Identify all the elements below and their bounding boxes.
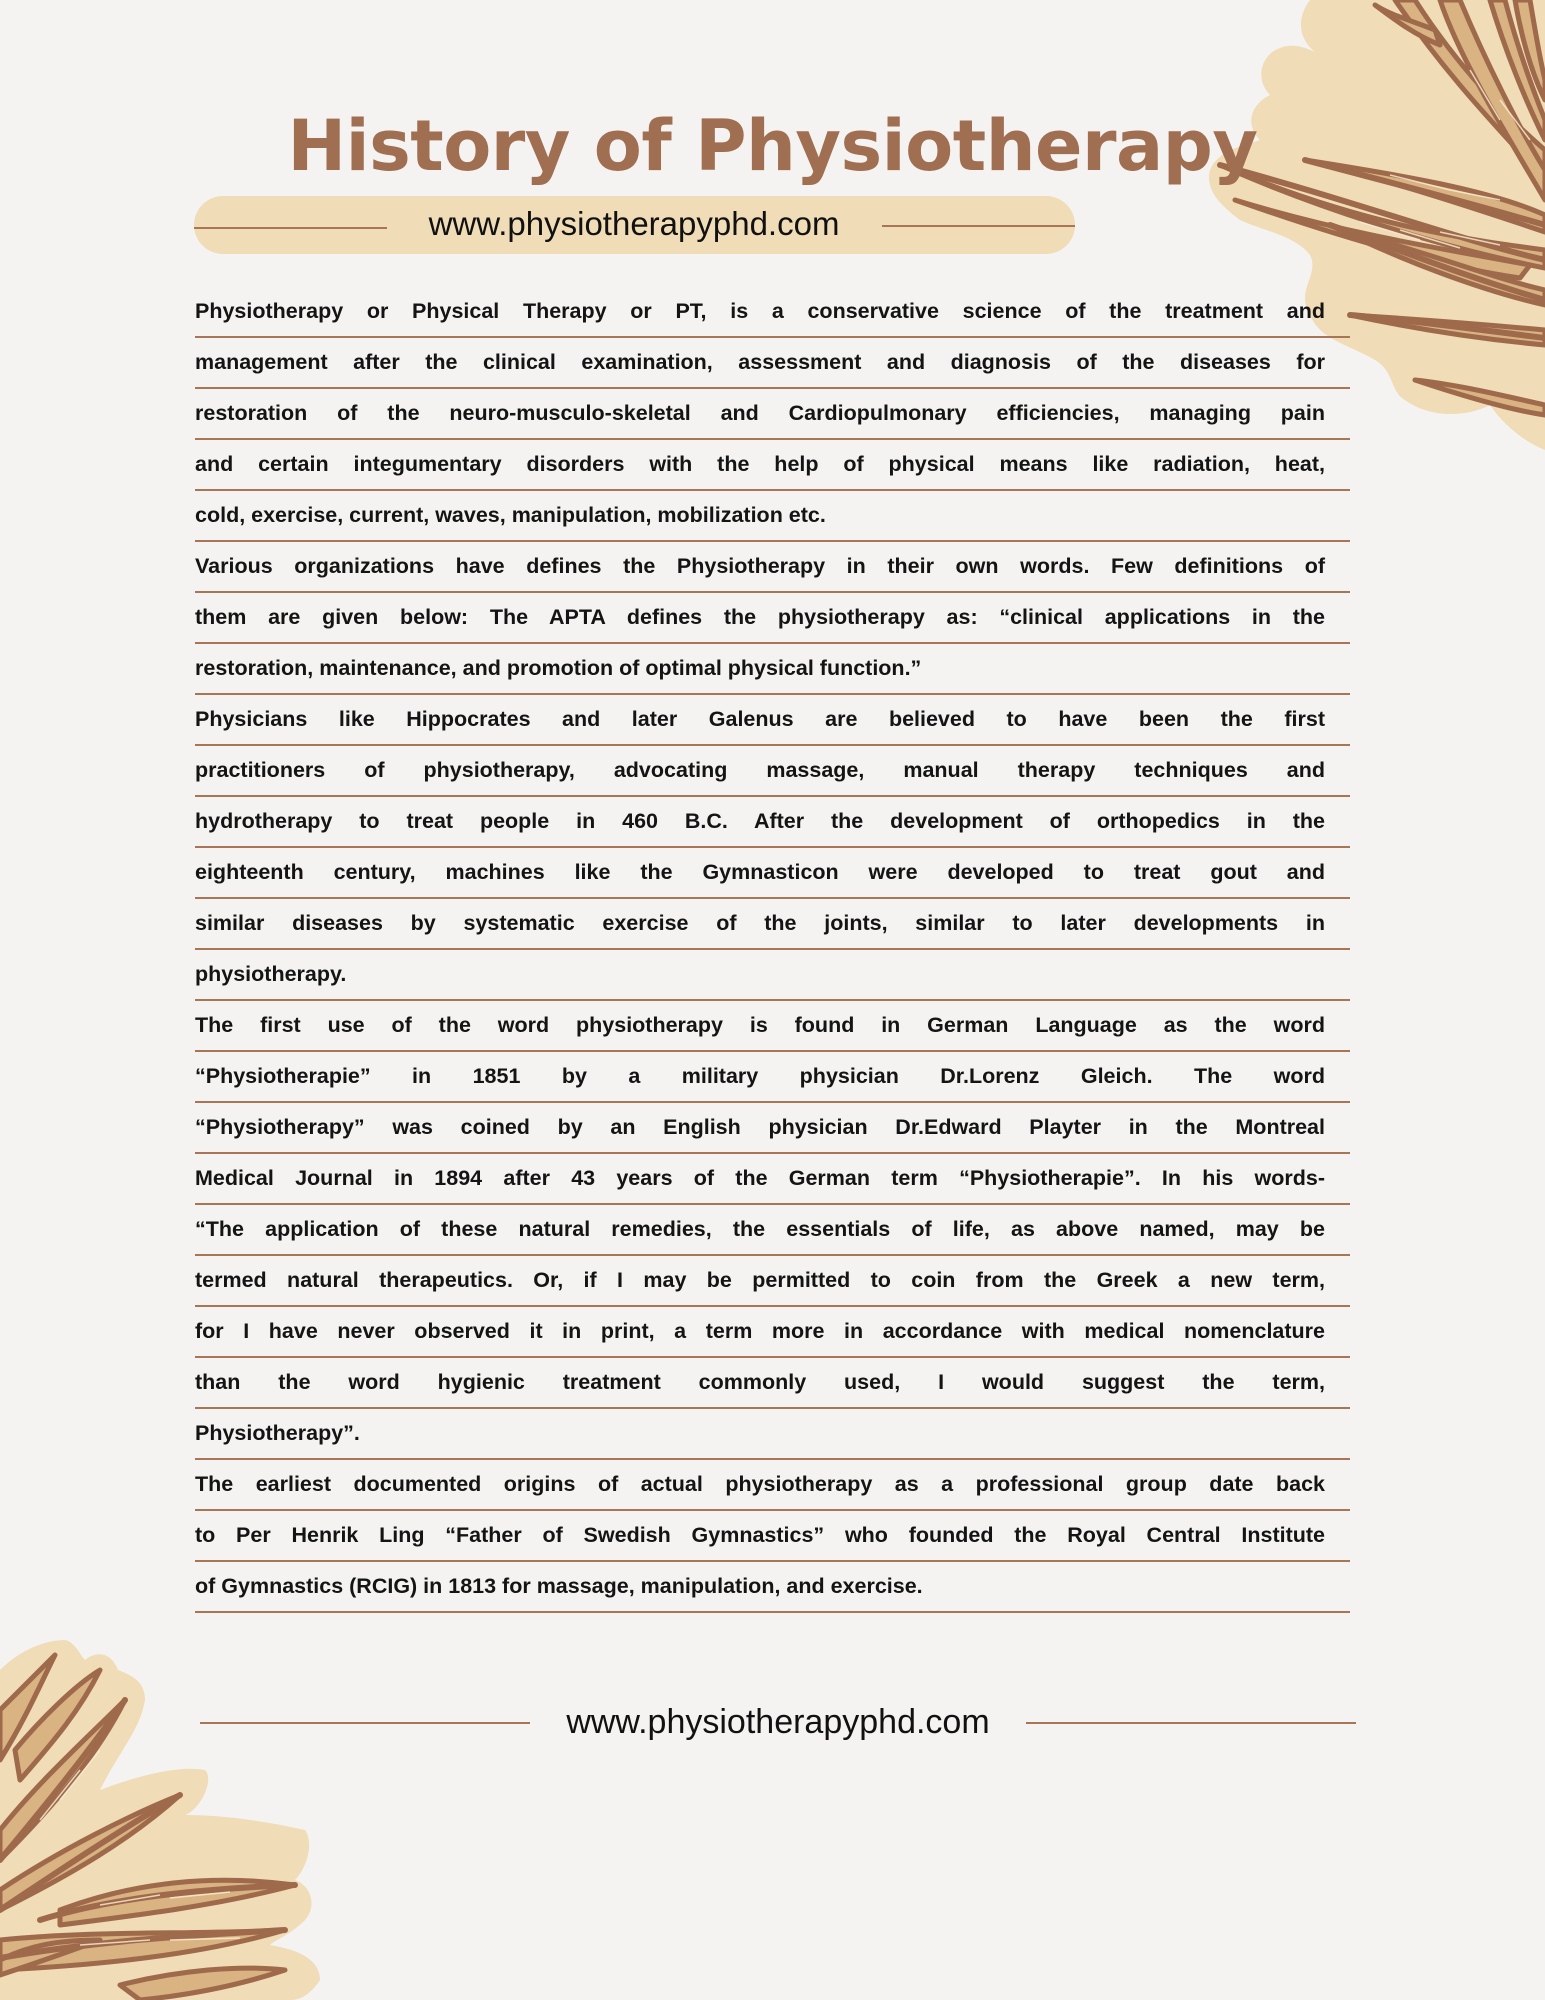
text-line [195,848,1350,899]
paragraph-4-line-6: termed natural therapeutics. Or, if I may be permitted to coin from the Greek a new term, [195,1268,1325,1292]
paragraph-1-line-1: Physiotherapy or Physical Therapy or PT, is a conservative science of the treatment and [195,299,1325,323]
paragraph-4-line-8: than the word hygienic treatment commonly used, I would suggest the term, [195,1370,1325,1394]
paragraph-3-line-6: physiotherapy. [195,962,347,986]
paragraph-2-line-2: them are given below: The APTA defines the physiotherapy as: “clinical applications in the [195,605,1325,629]
paragraph-1-line-5: cold, exercise, current, waves, manipulation, mobilization etc. [195,503,826,527]
paragraph-2-line-3: restoration, maintenance, and promotion of optimal physical function.” [195,656,922,680]
text-line [195,1154,1350,1205]
header-url-banner [194,196,1075,254]
text-line [195,1307,1350,1358]
paragraph-3-line-1: Physicians like Hippocrates and later Galenus are believed to have been the first [195,707,1325,731]
text-line [195,440,1350,491]
text-line [195,1103,1350,1154]
text-line [195,1001,1350,1052]
text-line [195,389,1350,440]
text-line [195,695,1350,746]
paragraph-1-line-2: management after the clinical examination, assessment and diagnosis of the diseases for [195,350,1325,374]
paragraph-1-line-4: and certain integumentary disorders with the help of physical means like radiation, heat, [195,452,1325,476]
paragraph-4-line-1: The first use of the word physiotherapy is found in German Language as the word [195,1013,1325,1037]
text-line [195,287,1350,338]
banner-divider-left [194,227,387,229]
paragraph-3-line-4: eighteenth century, machines like the Gymnasticon were developed to treat gout and [195,860,1325,884]
paragraph-4-line-7: for I have never observed it in print, a term more in accordance with medical nomenclature [195,1319,1325,1343]
text-line [195,1511,1350,1562]
footer-divider-right [1026,1722,1356,1724]
text-line [195,1409,1350,1460]
footer-website-link[interactable]: www.physiotherapyphd.com [566,1703,990,1741]
leaf-branch-decoration-bottom-left-icon [0,1640,330,2000]
banner-divider-right [882,225,1075,227]
page-title [0,104,1545,188]
text-line [195,1205,1350,1256]
paragraph-5-line-3: of Gymnastics (RCIG) in 1813 for massage, manipulation, and exercise. [195,1574,923,1598]
footer-divider-left [200,1722,530,1724]
text-line [195,1256,1350,1307]
paragraph-4-line-2: “Physiotherapie” in 1851 by a military physician Dr.Lorenz Gleich. The word [195,1064,1325,1088]
text-line [195,593,1350,644]
paragraph-1-line-3: restoration of the neuro-musculo-skeletal and Cardiopulmonary efficiencies, managing pain [195,401,1325,425]
page-title-text: History of Physiotherapy [287,105,1258,187]
text-line [195,1460,1350,1511]
text-line [195,491,1350,542]
paragraph-3-line-3: hydrotherapy to treat people in 460 B.C. After the development of orthopedics in the [195,809,1325,833]
text-line [195,1358,1350,1409]
text-line [195,1052,1350,1103]
paragraph-4-line-5: “The application of these natural remedies, the essentials of life, as above named, may be [195,1217,1325,1241]
paragraph-2-line-1: Various organizations have defines the Physiotherapy in their own words. Few definitions of [195,554,1325,578]
text-line [195,542,1350,593]
paragraph-5-line-2: to Per Henrik Ling “Father of Swedish Gymnastics” who founded the Royal Central Institute [195,1523,1325,1547]
text-line [195,950,1350,1001]
paragraph-3-line-2: practitioners of physiotherapy, advocating massage, manual therapy techniques and [195,758,1325,782]
text-line [195,338,1350,389]
text-line [195,644,1350,695]
text-line [195,797,1350,848]
paragraph-5-line-1: The earliest documented origins of actual physiotherapy as a professional group date back [195,1472,1325,1496]
paragraph-4-line-3: “Physiotherapy” was coined by an English physician Dr.Edward Playter in the Montreal [195,1115,1325,1139]
paragraph-4-line-4: Medical Journal in 1894 after 43 years of the German term “Physiotherapie”. In his words- [195,1166,1325,1190]
footer [200,1700,1356,1746]
text-line [195,1562,1350,1613]
header-website-link[interactable]: www.physiotherapyphd.com [428,205,840,242]
text-line [195,899,1350,950]
paragraph-4-line-9: Physiotherapy”. [195,1421,360,1445]
article-body [195,287,1350,1613]
paragraph-3-line-5: similar diseases by systematic exercise of the joints, similar to later developments in [195,911,1325,935]
text-line [195,746,1350,797]
